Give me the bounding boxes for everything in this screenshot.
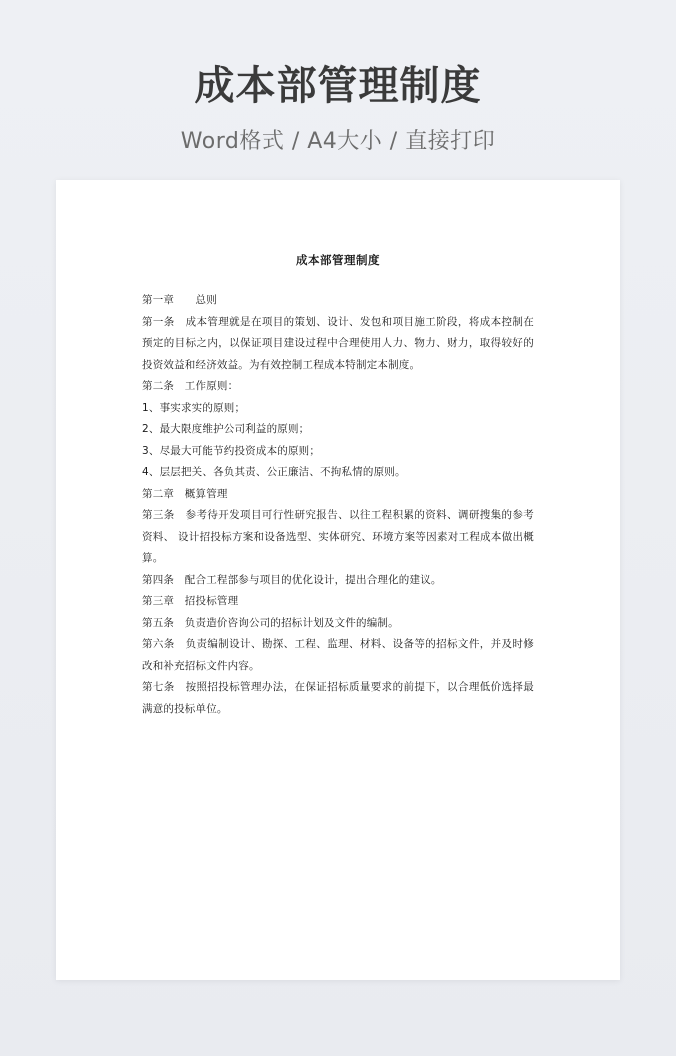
document-paragraph: 第一条 成本管理就是在项目的策划、设计、发包和项目施工阶段，将成本控制在预定的目标之内，以保证项目建设过程中合理使用人力、物力、财力，取得较好的投资效益和经济效益。为有效控制工程成本特制定本制度。: [142, 315, 534, 371]
promo-header: [0, 0, 676, 155]
document-paragraph: 第七条 按照招投标管理办法，在保证招标质量要求的前提下，以合理低价选择最满意的投标单位。: [142, 681, 534, 715]
document-paragraph: 2、最大限度维护公司利益的原则；: [142, 423, 310, 436]
document-paragraph: 第三条 参考待开发项目可行性研究报告、以往工程积累的资料、调研搜集的参考资料、 设计招投标方案和设备选型、实体研究、环境方案等因素对工程成本做出概算。: [142, 509, 534, 565]
document-preview: [56, 180, 620, 980]
document-title: 成本部管理制度: [296, 253, 380, 267]
page-title: 成本部管理制度: [194, 63, 482, 109]
document-paragraph: 第五条 负责造价咨询公司的招标计划及文件的编制。: [142, 616, 399, 629]
document-paragraph: 1、事实求实的原则；: [142, 401, 246, 414]
document-paragraph: 第三章 招投标管理: [142, 595, 239, 608]
document-sheet: [56, 180, 620, 980]
document-paragraph: 第一章 总则: [142, 294, 217, 306]
document-paragraph: 第二章 概算管理: [142, 487, 228, 500]
document-paragraph: 第二条 工作原则：: [142, 380, 239, 393]
document-paragraph: 4、层层把关、各负其责、公正廉洁、不拘私情的原则。: [142, 466, 406, 479]
document-paragraph: 3、尽最大可能节约投资成本的原则；: [142, 444, 321, 457]
document-paragraph: 第四条 配合工程部参与项目的优化设计，提出合理化的建议。: [142, 573, 442, 586]
document-paragraph: 第六条 负责编制设计、勘探、工程、监理、材料、设备等的招标文件，并及时修改和补充招标文件内容。: [142, 638, 534, 672]
page-subtitle: Word格式 / A4大小 / 直接打印: [180, 129, 496, 154]
